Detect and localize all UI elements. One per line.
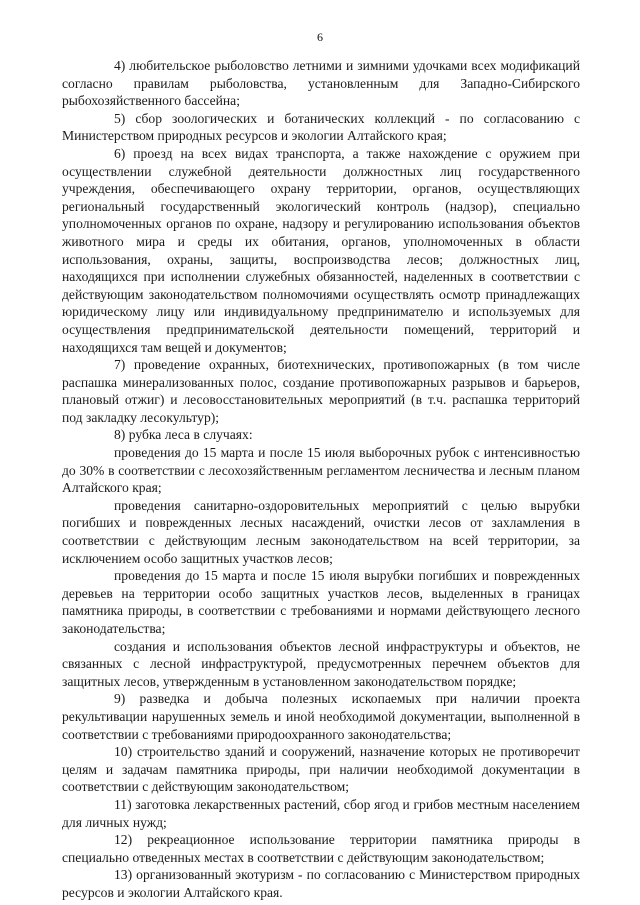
paragraph-item-10: 10) строительство зданий и сооружений, назначение которых не противоречит целям и задачам памятника природы, при наличии необходимой документации в соответствии с действующим законодательством; xyxy=(62,744,580,795)
paragraph-subitem: проведения до 15 марта и после 15 июля вырубки погибших и поврежденных деревьев на территории особо защитных участков лесов, выделенных в границах памятника природы, в соответствии с требованиями и нормами действующего лесного законодательства; xyxy=(62,568,580,636)
paragraph-subitem: проведения до 15 марта и после 15 июля выборочных рубок с интенсивностью до 30% в соответствии с лесохозяйственным регламентом лесничества и лесным планом Алтайского края; xyxy=(62,445,580,496)
paragraph-item-6: 6) проезд на всех видах транспорта, а также нахождение с оружием при осуществлении служебной деятельности должностных лиц государственного учреждения, обеспечивающего охрану территории, органов, осуществляющих региональный государственный экологический контроль (надзор), специально уполномоченных органов по охране, надзору и регулированию использования объектов животного мира и среды их обитания, органов, уполномоченных в области использования, охраны, защиты, воспроизводства лесов; должностных лиц, находящихся при исполнении служебных обязанностей, наделенных в соответствии с действующим законодательством полномочиями осуществлять осмотр принадлежащих юридическому лицу или индивидуальному предпринимателю и используемых для осуществления предпринимательской деятельности помещений, территорий и находящихся там вещей и документов; xyxy=(62,145,580,355)
paragraph-item-12: 12) рекреационное использование территории памятника природы в специально отведенных местах в соответствии с действующим законодательством; xyxy=(62,832,580,865)
paragraph-subitem: проведения санитарно-оздоровительных мероприятий с целью вырубки погибших и поврежденных лесных насаждений, очистки лесов от захламления в соответствии с действующим лесным законодательством на всей территории, за исключением особо защитных участков лесов; xyxy=(62,497,580,566)
page-number: 6 xyxy=(317,30,323,44)
paragraph-item-4: 4) любительское рыболовство летними и зимними удочками всех модификаций согласно правилам рыболовства, установленным для Западно-Сибирского рыбохозяйственного бассейна; xyxy=(62,58,580,109)
paragraph-item-9: 9) разведка и добыча полезных ископаемых при наличии проекта рекультивации нарушенных земель и иной необходимой документации, выполненной в соответствии с требованиями природоохранного законодательства; xyxy=(62,691,580,742)
paragraph-item-7: 7) проведение охранных, биотехнических, противопожарных (в том числе распашка минерализованных полос, создание противопожарных разрывов и барьеров, плановый отжиг) и лесовосстановительных мероприятий (в т.ч. распашка территорий под закладку лесокультур); xyxy=(62,357,580,425)
paragraph-item-13: 13) организованный экотуризм - по согласованию с Министерством природных ресурсов и экологии Алтайского края. xyxy=(62,867,580,900)
paragraph-item-11: 11) заготовка лекарственных растений, сбор ягод и грибов местным населением для личных нужд; xyxy=(62,796,580,830)
paragraph-item-8: 8) рубка леса в случаях: xyxy=(114,427,253,443)
paragraph-subitem: создания и использования объектов лесной инфраструктуры и объектов, не связанных с лесной инфраструктурой, предусмотренных перечнем объектов для защитных лесов, утвержденным в установленном законодательством порядке; xyxy=(62,638,580,689)
paragraph-item-5: 5) сбор зоологических и ботанических коллекций - по согласованию с Министерством природных ресурсов и экологии Алтайского края; xyxy=(62,110,580,144)
document-body xyxy=(62,57,580,902)
